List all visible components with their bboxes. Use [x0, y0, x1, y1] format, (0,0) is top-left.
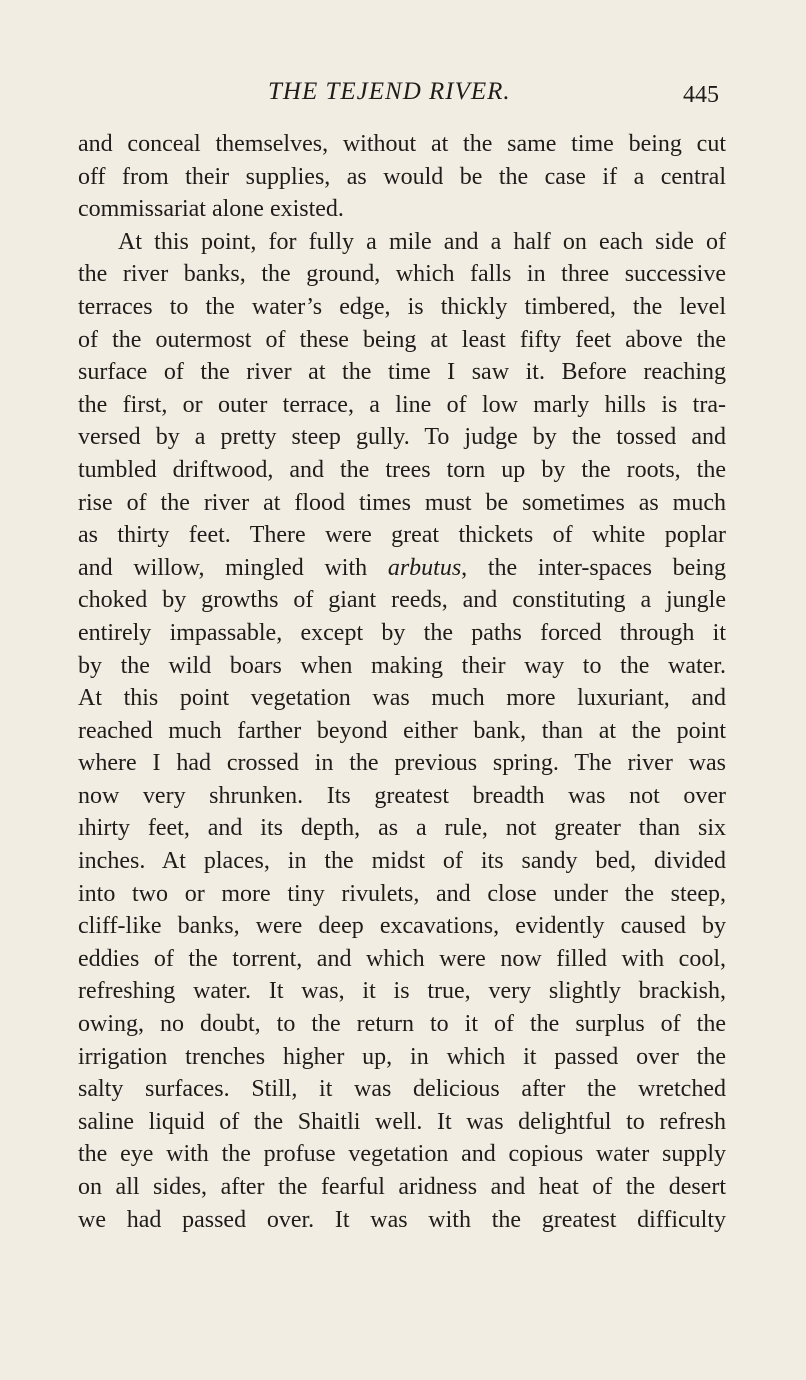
body-text	[78, 128, 726, 1236]
text-line: eddies of the torrent, and which were now filled with cool,	[78, 945, 726, 972]
text-line: by the wild boars when making their way to the water.	[78, 652, 726, 679]
text-line: ıhirty feet, and its depth, as a rule, not greater than six	[78, 815, 726, 842]
text-line: At this point, for fully a mile and a half on each side of	[118, 228, 726, 255]
running-head	[0, 78, 806, 114]
text-line: irrigation trenches higher up, in which it passed over the	[78, 1043, 726, 1070]
text-line: surface of the river at the time I saw it. Before reaching	[78, 359, 726, 386]
text-line: and conceal themselves, without at the same time being cut	[78, 131, 726, 157]
text-line: as thirty feet. There were great thickets of white poplar	[78, 522, 726, 549]
italic-word: arbutus	[387, 554, 462, 581]
text-line: inches. At places, in the midst of its sandy bed, divided	[78, 848, 726, 875]
text-line: off from their supplies, as would be the case if a central	[78, 163, 726, 190]
text-line: now very shrunken. Its greatest breadth was not over	[78, 782, 726, 809]
text-line: saline liquid of the Shaitli well. It was delightful to refresh	[78, 1108, 726, 1135]
text-line: versed by a pretty steep gully. To judge by the tossed and	[78, 424, 726, 451]
text-line: the eye with the profuse vegetation and copious water supply	[78, 1141, 726, 1168]
text-line: the river banks, the ground, which falls in three successive	[78, 261, 726, 288]
page-number: 445	[683, 82, 719, 108]
text-line: the first, or outer terrace, a line of low marly hills is tra-	[78, 391, 726, 418]
text-line: choked by growths of giant reeds, and constituting a jungle	[78, 587, 726, 614]
text-line: cliff-like banks, were deep excavations, evidently caused by	[78, 913, 726, 940]
text-line: rise of the river at flood times must be sometimes as much	[78, 489, 726, 516]
text-line: tumbled driftwood, and the trees torn up by the roots, the	[78, 456, 726, 483]
text-line: into two or more tiny rivulets, and close under the steep,	[78, 880, 726, 907]
text-line: At this point vegetation was much more luxuriant, and	[78, 685, 726, 712]
text-line: reached much farther beyond either bank, than at the point	[78, 717, 726, 744]
text-line: of the outermost of these being at least fifty feet above the	[78, 326, 726, 353]
text-line: owing, no doubt, to the return to it of the surplus of the	[78, 1011, 726, 1038]
text-line: we had passed over. It was with the greatest difficulty	[78, 1206, 726, 1233]
running-head-title: THE TEJEND RIVER.	[268, 78, 511, 105]
text-line: where I had crossed in the previous spring. The river was	[78, 750, 726, 777]
text-line: terraces to the water’s edge, is thickly timbered, the level	[78, 293, 726, 320]
text-line: refreshing water. It was, it is true, very slightly brackish,	[78, 978, 726, 1005]
text-line: entirely impassable, except by the paths forced through it	[78, 619, 726, 646]
text-line: on all sides, after the fearful aridness and heat of the desert	[78, 1174, 726, 1200]
text-line: salty surfaces. Still, it was delicious after the wretched	[78, 1076, 726, 1103]
text-line: commissariat alone existed.	[78, 196, 344, 223]
text-line: and willow, mingled with arbutus, the inter-spaces being	[78, 554, 726, 581]
